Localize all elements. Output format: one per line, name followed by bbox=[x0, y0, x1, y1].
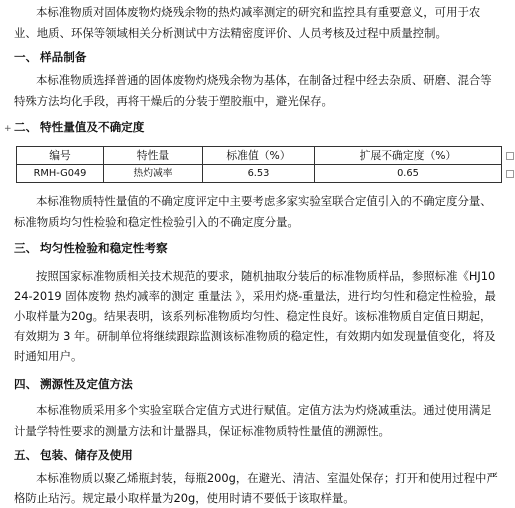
section-4-body: 本标准物质采用多个实验室联合定值方式进行赋值。定值方法为灼烧减重法。通过使用满足计量学特性要求的测量方法和计量器具，保证标准物质特性量值的溯源性。 bbox=[14, 403, 492, 438]
table-move-handle-icon[interactable]: + bbox=[4, 124, 12, 134]
section-4-heading bbox=[14, 375, 133, 393]
section-4-title: 溯源性及定值方法 bbox=[40, 377, 133, 391]
section-1-title: 样品制备 bbox=[40, 50, 87, 64]
table-resize-handle-bottom[interactable] bbox=[506, 170, 514, 178]
section-5-number: 五、 bbox=[14, 448, 38, 462]
section-1-heading bbox=[14, 48, 86, 66]
section-1-number: 一、 bbox=[14, 50, 38, 64]
section-2-number: 二、 bbox=[14, 120, 38, 134]
cell-uncertainty: 0.65 bbox=[315, 165, 502, 183]
cell-standard-value: 6.53 bbox=[203, 165, 315, 183]
section-3-number: 三、 bbox=[14, 241, 38, 255]
cell-property: 热灼减率 bbox=[104, 165, 203, 183]
table-row bbox=[17, 165, 502, 183]
property-value-table bbox=[16, 146, 502, 183]
header-cell-property: 特性量 bbox=[104, 147, 203, 165]
header-cell-uncertainty: 扩展不确定度（%） bbox=[315, 147, 502, 165]
section-5-body: 本标准物质以聚乙烯瓶封装，每瓶200g，在避光、清洁、室温处保存；打开和使用过程中严格防止玷污。规定最小取样量为20g，使用时请不要低于该取样量。 bbox=[14, 471, 498, 505]
section-3-heading bbox=[14, 239, 168, 257]
intro-paragraph: 本标准物质对固体废物灼烧残余物的热灼减率测定的研究和监控具有重要意义，可用于农业、地质、环保等领域相关分析测试中方法精密度评价、人员考核及过程中质量控制。 bbox=[14, 5, 481, 40]
table-resize-handle-top[interactable] bbox=[506, 152, 514, 160]
cell-id: RMH-G049 bbox=[17, 165, 104, 183]
section-5-title: 包装、储存及使用 bbox=[40, 448, 133, 462]
section-2-title: 特性量值及不确定度 bbox=[40, 120, 145, 134]
section-3-title: 均匀性检验和稳定性考察 bbox=[40, 241, 168, 255]
header-cell-standard-value: 标准值（%） bbox=[203, 147, 315, 165]
section-3-body: 按照国家标准物质相关技术规范的要求，随机抽取分装后的标准物质样品，参照标准《HJ1024-2019 固体废物 热灼减率的测定 重量法 》，采用灼烧-重量法，进行均匀性和稳定性检验，最小取样量为20g。结果表明，该系列标准物质均匀性、稳定性良好。该标准物质自定值日期起，有效期为 3 年。研制单位将继续跟踪监测该标准物质的稳定性，有效期内如发现量值变化，将及时通知用户。 bbox=[14, 269, 496, 363]
section-5-heading bbox=[14, 446, 133, 464]
section-2-body: 本标准物质特性量值的不确定度评定中主要考虑多家实验室联合定值引入的不确定度分量、标准物质均匀性检验和稳定性检验引入的不确定度分量。 bbox=[14, 194, 492, 229]
section-1-body: 本标准物质选择普通的固体废物灼烧残余物为基体，在制备过程中经去杂质、研磨、混合等特殊方法均化手段，再将干燥后的分装于塑胶瓶中，避光保存。 bbox=[14, 73, 492, 108]
section-2-heading bbox=[14, 118, 144, 136]
table-header-row bbox=[17, 147, 502, 165]
header-cell-id: 编号 bbox=[17, 147, 104, 165]
section-4-number: 四、 bbox=[14, 377, 38, 391]
